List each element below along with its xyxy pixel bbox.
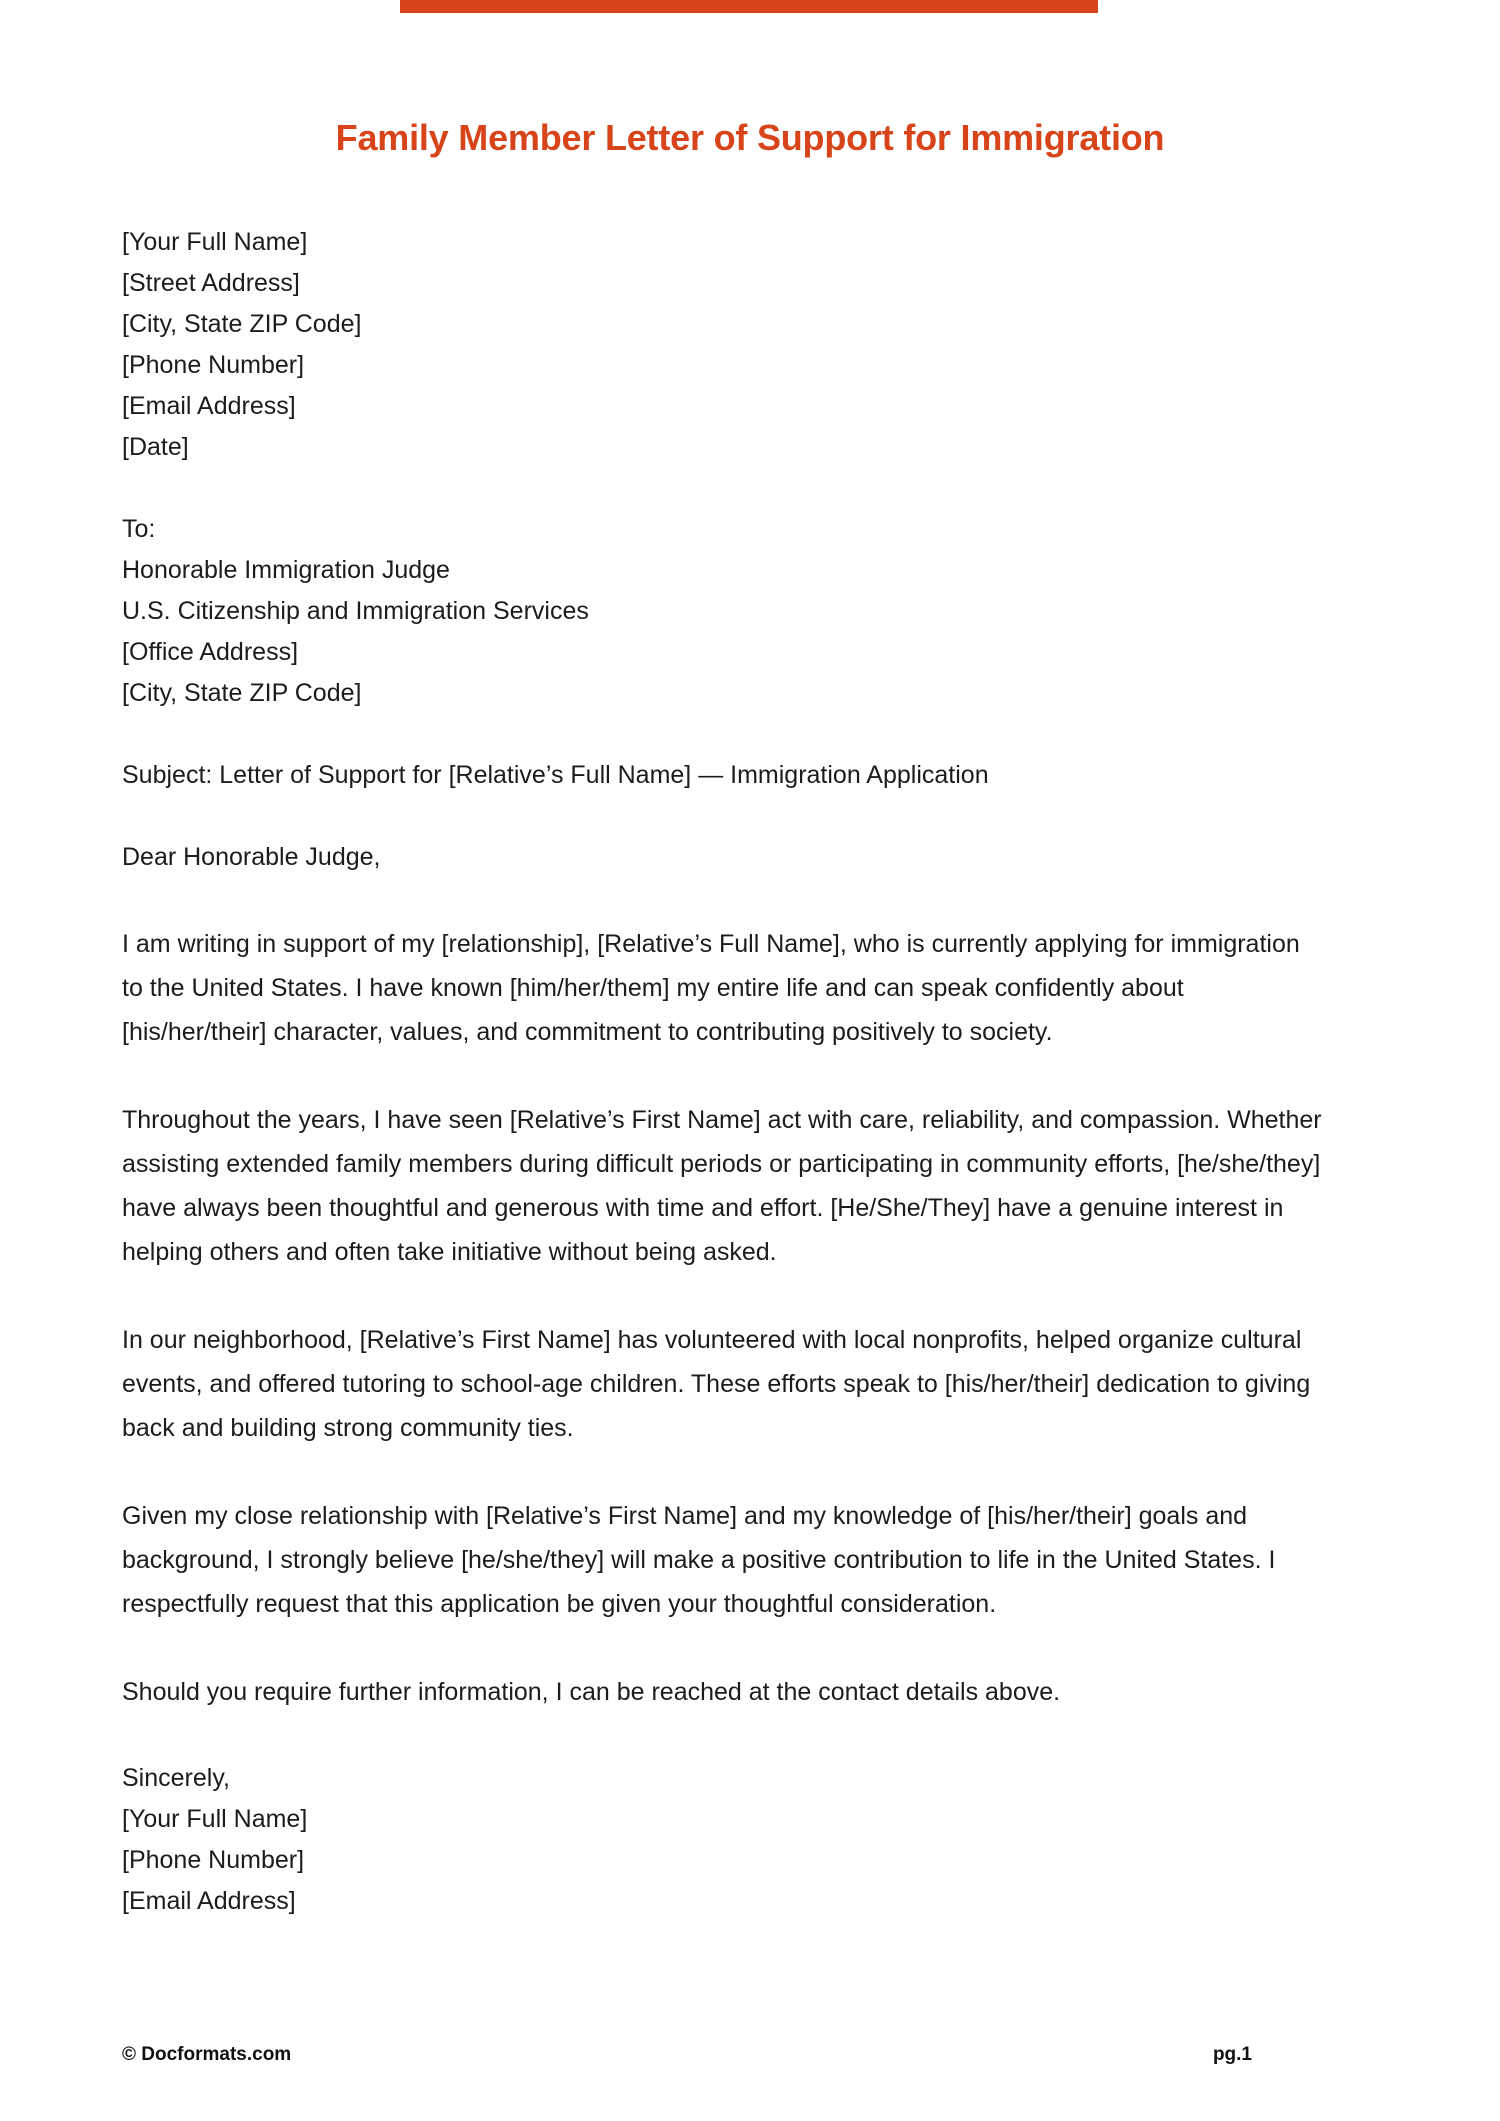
body-paragraph-4: Given my close relationship with [Relative’s First Name] and my knowledge of [his/her/their] goals and background, I strongly believe [he/she/they] will make a positive contribution to life in the United States. I respectfully request that this application be given your thoughtful consideration. xyxy=(122,1502,1276,1618)
sender-line-city-state: [City, State ZIP Code] xyxy=(122,310,362,338)
body-paragraph-1: I am writing in support of my [relationship], [Relative’s Full Name], who is currently applying for immigration to the United States. I have known [him/her/them] my entire life and can speak confidently about [his/her/their] character, values, and commitment to contributing positively to society. xyxy=(122,930,1300,1046)
spacer-after-sender xyxy=(122,468,1334,509)
top-accent-bar xyxy=(400,0,1098,13)
footer-copyright: © Docformats.com xyxy=(122,2044,292,2065)
salutation: Dear Honorable Judge, xyxy=(122,843,381,871)
sender-address-block xyxy=(122,222,1334,468)
recipient-address-block xyxy=(122,509,1334,714)
closing-block xyxy=(122,1758,1334,1922)
closing-line-full-name: [Your Full Name] xyxy=(122,1805,308,1833)
spacer-after-subject xyxy=(122,796,1334,837)
sender-line-street: [Street Address] xyxy=(122,269,300,297)
spacer-after-recipient xyxy=(122,714,1334,755)
sender-line-date: [Date] xyxy=(122,433,189,461)
sender-line-full-name: [Your Full Name] xyxy=(122,228,308,256)
subject-line: Subject: Letter of Support for [Relative’s Full Name] — Immigration Application xyxy=(122,761,989,789)
recipient-line-office: [Office Address] xyxy=(122,638,299,666)
sender-line-email: [Email Address] xyxy=(122,392,296,420)
closing-line-sincerely: Sincerely, xyxy=(122,1764,230,1792)
body-paragraph-3: In our neighborhood, [Relative’s First Name] has volunteered with local nonprofits, helped organize cultural events, and offered tutoring to school-age children. These efforts speak to [his/her/their] dedication to giving back and building strong community ties. xyxy=(122,1326,1311,1442)
recipient-line-city-state: [City, State ZIP Code] xyxy=(122,679,362,707)
recipient-line-to: To: xyxy=(122,515,156,543)
body-paragraph-5: Should you require further information, I can be reached at the contact details above. xyxy=(122,1678,1061,1706)
closing-line-email: [Email Address] xyxy=(122,1887,296,1915)
spacer-after-salutation xyxy=(122,878,1334,922)
sender-line-phone: [Phone Number] xyxy=(122,351,305,379)
page-footer xyxy=(122,2044,1378,2066)
letter-body xyxy=(122,222,1334,1922)
body-paragraph-2: Throughout the years, I have seen [Relative’s First Name] act with care, reliability, and compassion. Whether assisting extended family members during difficult periods or participating in community efforts, [he/she/they] have always been thoughtful and generous with time and effort. [He/She/They] have a genuine interest in helping others and often take initiative without being asked. xyxy=(122,1106,1322,1266)
recipient-line-agency: U.S. Citizenship and Immigration Services xyxy=(122,597,589,625)
footer-page-number: pg.1 xyxy=(1212,2044,1252,2065)
page-title: Family Member Letter of Support for Immigration xyxy=(335,117,1165,158)
closing-line-phone: [Phone Number] xyxy=(122,1846,305,1874)
recipient-line-judge: Honorable Immigration Judge xyxy=(122,556,450,584)
